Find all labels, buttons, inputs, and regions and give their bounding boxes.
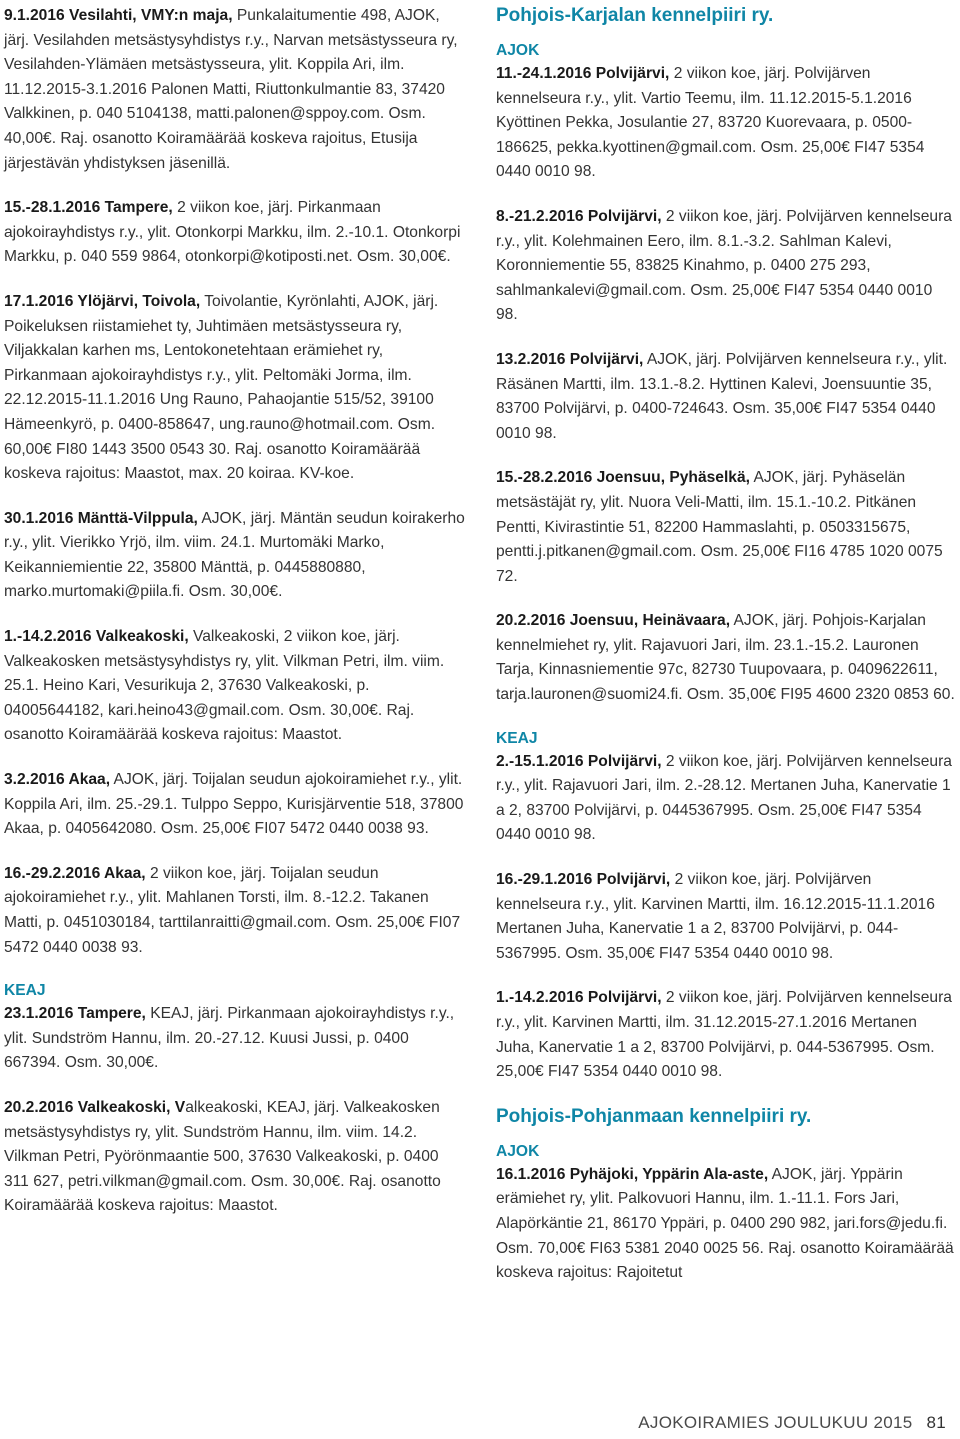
event-entry	[496, 1163, 956, 1286]
event-heading: 15.-28.2.2016 Joensuu, Pyhäselkä,	[496, 469, 750, 487]
event-details: 2 viikon koe, järj. Polvijärven kennelseura r.y., ylit. Kolehmainen Eero, ilm. 8.1.-3.2. Sahlman Kalevi, Koronniementie 55, 83825 Kinahmo, p. 0400 275 293, sahlmankalevi@gmail.com. Osm. 25,00€ FI47 5354 0440 0010 98.	[496, 207, 952, 324]
event-details: AJOK, järj. Pyhäselän metsästäjät ry, ylit. Nuora Veli-Matti, ilm. 15.1.-10.2. Pitkänen Pentti, Kivirastintie 51, 82200 Hammaslahti, p. 0503315675, pentti.j.pitkanen@gmail.com. Osm. 25,00€ FI16 4785 1020 0075 72.	[496, 469, 943, 585]
event-heading: 2.-15.1.2016 Polvijärvi,	[496, 752, 662, 770]
event-entry	[496, 868, 956, 966]
event-details: Valkeakoski, 2 viikon koe, järj. Valkeakosken metsästysyhdistys ry, ylit. Vilkman Petri, ilm. viim. 25.1. Heino Kari, Vesurikuja 2, 37630 Valkeakoski, p. 04005644182, kari.heino43@gmail.com. Osm. 30,00€. Raj. osanotto Koiramäärää koskeva rajoitus: Maastot.	[4, 628, 445, 744]
event-entry	[4, 1002, 466, 1076]
event-entry	[4, 290, 466, 487]
event-details: 2 viikon koe, järj. Pirkanmaan ajokoirayhdistys r.y., ylit. Otonkorpi Markku, ilm. 2.-10.1. Otonkorpi Markku, p. 040 559 9864, otonkorpi@kotiposti.net. Osm. 30,00€.	[4, 199, 461, 266]
event-heading: 16.-29.2.2016 Akaa,	[4, 864, 146, 882]
event-heading: 11.-24.1.2016 Polvijärvi,	[496, 65, 670, 82]
category-heading-keaj: KEAJ	[4, 982, 46, 1000]
event-entry	[496, 750, 956, 848]
event-entry	[4, 507, 466, 605]
event-entry	[496, 348, 956, 446]
right-column	[496, 4, 956, 1306]
event-entry	[4, 862, 466, 960]
event-details: Toivolantie, Kyrönlahti, AJOK, järj. Poikeluksen riistamiehet ty, Juhtimäen metsästysseura ry, Viljakkalan karhen ms, Lentokonetehtaan erämiehet ry, Pirkanmaan ajokoirayhdistys r.y., ylit. Peltomäki Jorma, ilm. 22.12.2015-11.1.2016 Ung Rauno, Pahaojantie 515/52, 39100 Hämeenkyrö, p. 0400-858647, ung.rauno@hotmail.com. Osm. 60,00€ FI80 1443 3500 0543 30. Raj. osanotto Koiramäärää koskeva rajoitus: Maastot, max. 20 koiraa. KV-koe.	[4, 292, 439, 483]
event-heading: 8.-21.2.2016 Polvijärvi,	[496, 207, 662, 225]
event-entry	[496, 986, 956, 1084]
event-heading: 1.-14.2.2016 Polvijärvi,	[496, 989, 662, 1007]
event-entry	[496, 205, 956, 328]
event-heading: 15.-28.1.2016 Tampere,	[4, 199, 173, 217]
event-entry	[496, 609, 956, 707]
event-entry	[496, 62, 956, 185]
event-heading: 3.2.2016 Akaa,	[4, 771, 111, 789]
page-footer	[638, 1413, 946, 1433]
event-heading: 30.1.2016 Mänttä-Vilppula,	[4, 509, 198, 527]
event-details: AJOK, järj. Yppärin erämiehet ry, ylit. Palkovuori Hannu, ilm. 1.-11.1. Fors Jari, Alapörkäntie 21, 86170 Yppäri, p. 0400 290 982, jari.fors@jedu.fi. Osm. 70,00€ FI63 5381 2040 0025 56. Raj. osanotto Koiramäärää koskeva rajoitus: Rajoitetut	[496, 1165, 954, 1282]
section-title: Pohjois-Karjalan kennelpiiri ry.	[496, 5, 774, 26]
category-heading-ajok: AJOK	[496, 42, 540, 59]
event-entry	[4, 1096, 466, 1219]
event-details: AJOK, järj. Mäntän seudun koirakerho r.y., ylit. Vierikko Yrjö, ilm. viim. 24.1. Murtomäki Marko, Keikanniemientie 22, 35800 Mänttä, p. 0445880880, marko.murtomaki@piila.fi. Osm. 30,00€.	[4, 509, 465, 601]
event-details: AJOK, järj. Toijalan seudun ajokoiramiehet r.y., ylit. Koppila Ari, ilm. 25.-29.1. Tulppo Seppo, Kurisjärventie 518, 37800 Akaa, p. 0405642080. Osm. 25,00€ FI07 5472 0440 0038 93.	[4, 771, 464, 838]
event-entry	[4, 196, 466, 270]
event-details: AJOK, järj. Pohjois-Karjalan kennelmiehet ry, ylit. Rajavuori Jari, ilm. 23.1.-15.2. Lauronen Tarja, Kinnasniementie 97c, 82730 Tuupovaara, p. 0409622611, tarja.lauronen@suomi24.fi. Osm. 35,00€ FI95 4600 2320 0853 60.	[496, 612, 955, 704]
event-entry	[4, 768, 466, 842]
magazine-name: AJOKOIRAMIES JOULUKUU 2015	[638, 1413, 913, 1432]
event-details: 2 viikon koe, järj. Polvijärven kennelseura r.y., ylit. Rajavuori Jari, ilm. 2.-28.12. Mertanen Juha, Kanervatie 1 a 2, 83700 Polvijärvi, p. 0445367995. Osm. 25,00€ FI47 5354 0440 0010 98.	[496, 752, 952, 844]
event-heading: 23.1.2016 Tampere,	[4, 1005, 146, 1023]
left-column	[4, 4, 466, 1239]
event-details: 2 viikon koe, järj. Polvijärven kennelseura r.y., ylit. Karvinen Martti, ilm. 16.12.2015-11.1.2016 Mertanen Juha, Kanervatie 1 a 2, 83700 Polvijärvi, p. 044-5367995. Osm. 35,00€ FI47 5354 0440 0010 98.	[496, 871, 935, 962]
category-heading-ajok: AJOK	[496, 1142, 540, 1160]
event-entry	[4, 625, 466, 748]
event-details: 2 viikon koe, järj. Polvijärven kennelseura r.y., ylit. Vartio Teemu, ilm. 11.12.2015-5.1.2016 Kyöttinen Pekka, Josulantie 27, 83720 Kuorevaara, p. 0500-186625, pekka.kyottinen@gmail.com. Osm. 25,00€ FI47 5354 0440 0010 98.	[496, 65, 925, 181]
event-details: Punkalaitumentie 498, AJOK, järj. Vesilahden metsästysyhdistys r.y., Narvan metsästysseura ry, Vesilahden-Ylämäen metsästysseura, ylit. Koppila Ari, ilm. 11.12.2015-3.1.2016 Palonen Matti, Riuttonkulmantie 83, 37420 Valkkinen, p. 040 5104138, matti.palonen@sppoy.com. Osm. 40,00€. Raj. osanotto Koiramäärää koskeva rajoitus, Etusija järjestävän yhdistyksen jäsenillä.	[4, 7, 458, 172]
event-details: 2 viikon koe, järj. Polvijärven kennelseura r.y., ylit. Karvinen Martti, ilm. 31.12.2015-27.1.2016 Mertanen Juha, Kanervatie 1 a 2, 83700 Polvijärvi, p. 044-5367995. Osm. 25,00€ FI47 5354 0440 0010 98.	[496, 989, 952, 1081]
event-heading: 16.1.2016 Pyhäjoki, Yppärin Ala-aste,	[496, 1165, 769, 1183]
event-heading: 20.2.2016 Joensuu, Heinävaara,	[496, 612, 731, 630]
page-number: 81	[926, 1413, 946, 1432]
event-details: AJOK, järj. Polvijärven kennelseura r.y., ylit. Räsänen Martti, ilm. 13.1.-8.2. Hyttinen Kalevi, Joensuuntie 35, 83700 Polvijärvi, p. 0400-724643. Osm. 35,00€ FI47 5354 0440 0010 98.	[496, 350, 948, 442]
event-heading: 13.2.2016 Polvijärvi,	[496, 350, 644, 368]
event-heading: 9.1.2016 Vesilahti, VMY:n maja,	[4, 7, 233, 24]
category-heading-keaj: KEAJ	[496, 729, 538, 747]
event-heading: 17.1.2016 Ylöjärvi, Toivola,	[4, 292, 201, 310]
event-heading: 20.2.2016 Valkeakoski, V	[4, 1098, 186, 1116]
event-heading: 1.-14.2.2016 Valkeakoski,	[4, 628, 189, 646]
event-details: alkeakoski, KEAJ, järj. Valkeakosken metsästysyhdistys ry, ylit. Sundström Hannu, ilm. viim. 14.2. Vilkman Petri, Pyörönmaantie 500, 37630 Valkeakoski, p. 0400 311 627, petri.vilkman@gmail.com. Osm. 30,00€. Raj. osanotto Koiramäärää koskeva rajoitus: Maastot.	[4, 1098, 441, 1215]
event-details: 2 viikon koe, järj. Toijalan seudun ajokoiramiehet r.y., ylit. Mahlanen Torsti, ilm. 8.-12.2. Takanen Matti, p. 0451030184, tarttilanraitti@gmail.com. Osm. 25,00€ FI07 5472 0440 0038 93.	[4, 864, 461, 956]
event-entry	[4, 4, 466, 176]
section-title: Pohjois-Pohjanmaan kennelpiiri ry.	[496, 1105, 812, 1127]
event-heading: 16.-29.1.2016 Polvijärvi,	[496, 871, 671, 889]
event-details: KEAJ, järj. Pirkanmaan ajokoirayhdistys r.y., ylit. Sundström Hannu, ilm. 20.-27.12. Kuusi Jussi, p. 0400 667394. Osm. 30,00€.	[4, 1005, 455, 1072]
event-entry	[496, 466, 956, 589]
